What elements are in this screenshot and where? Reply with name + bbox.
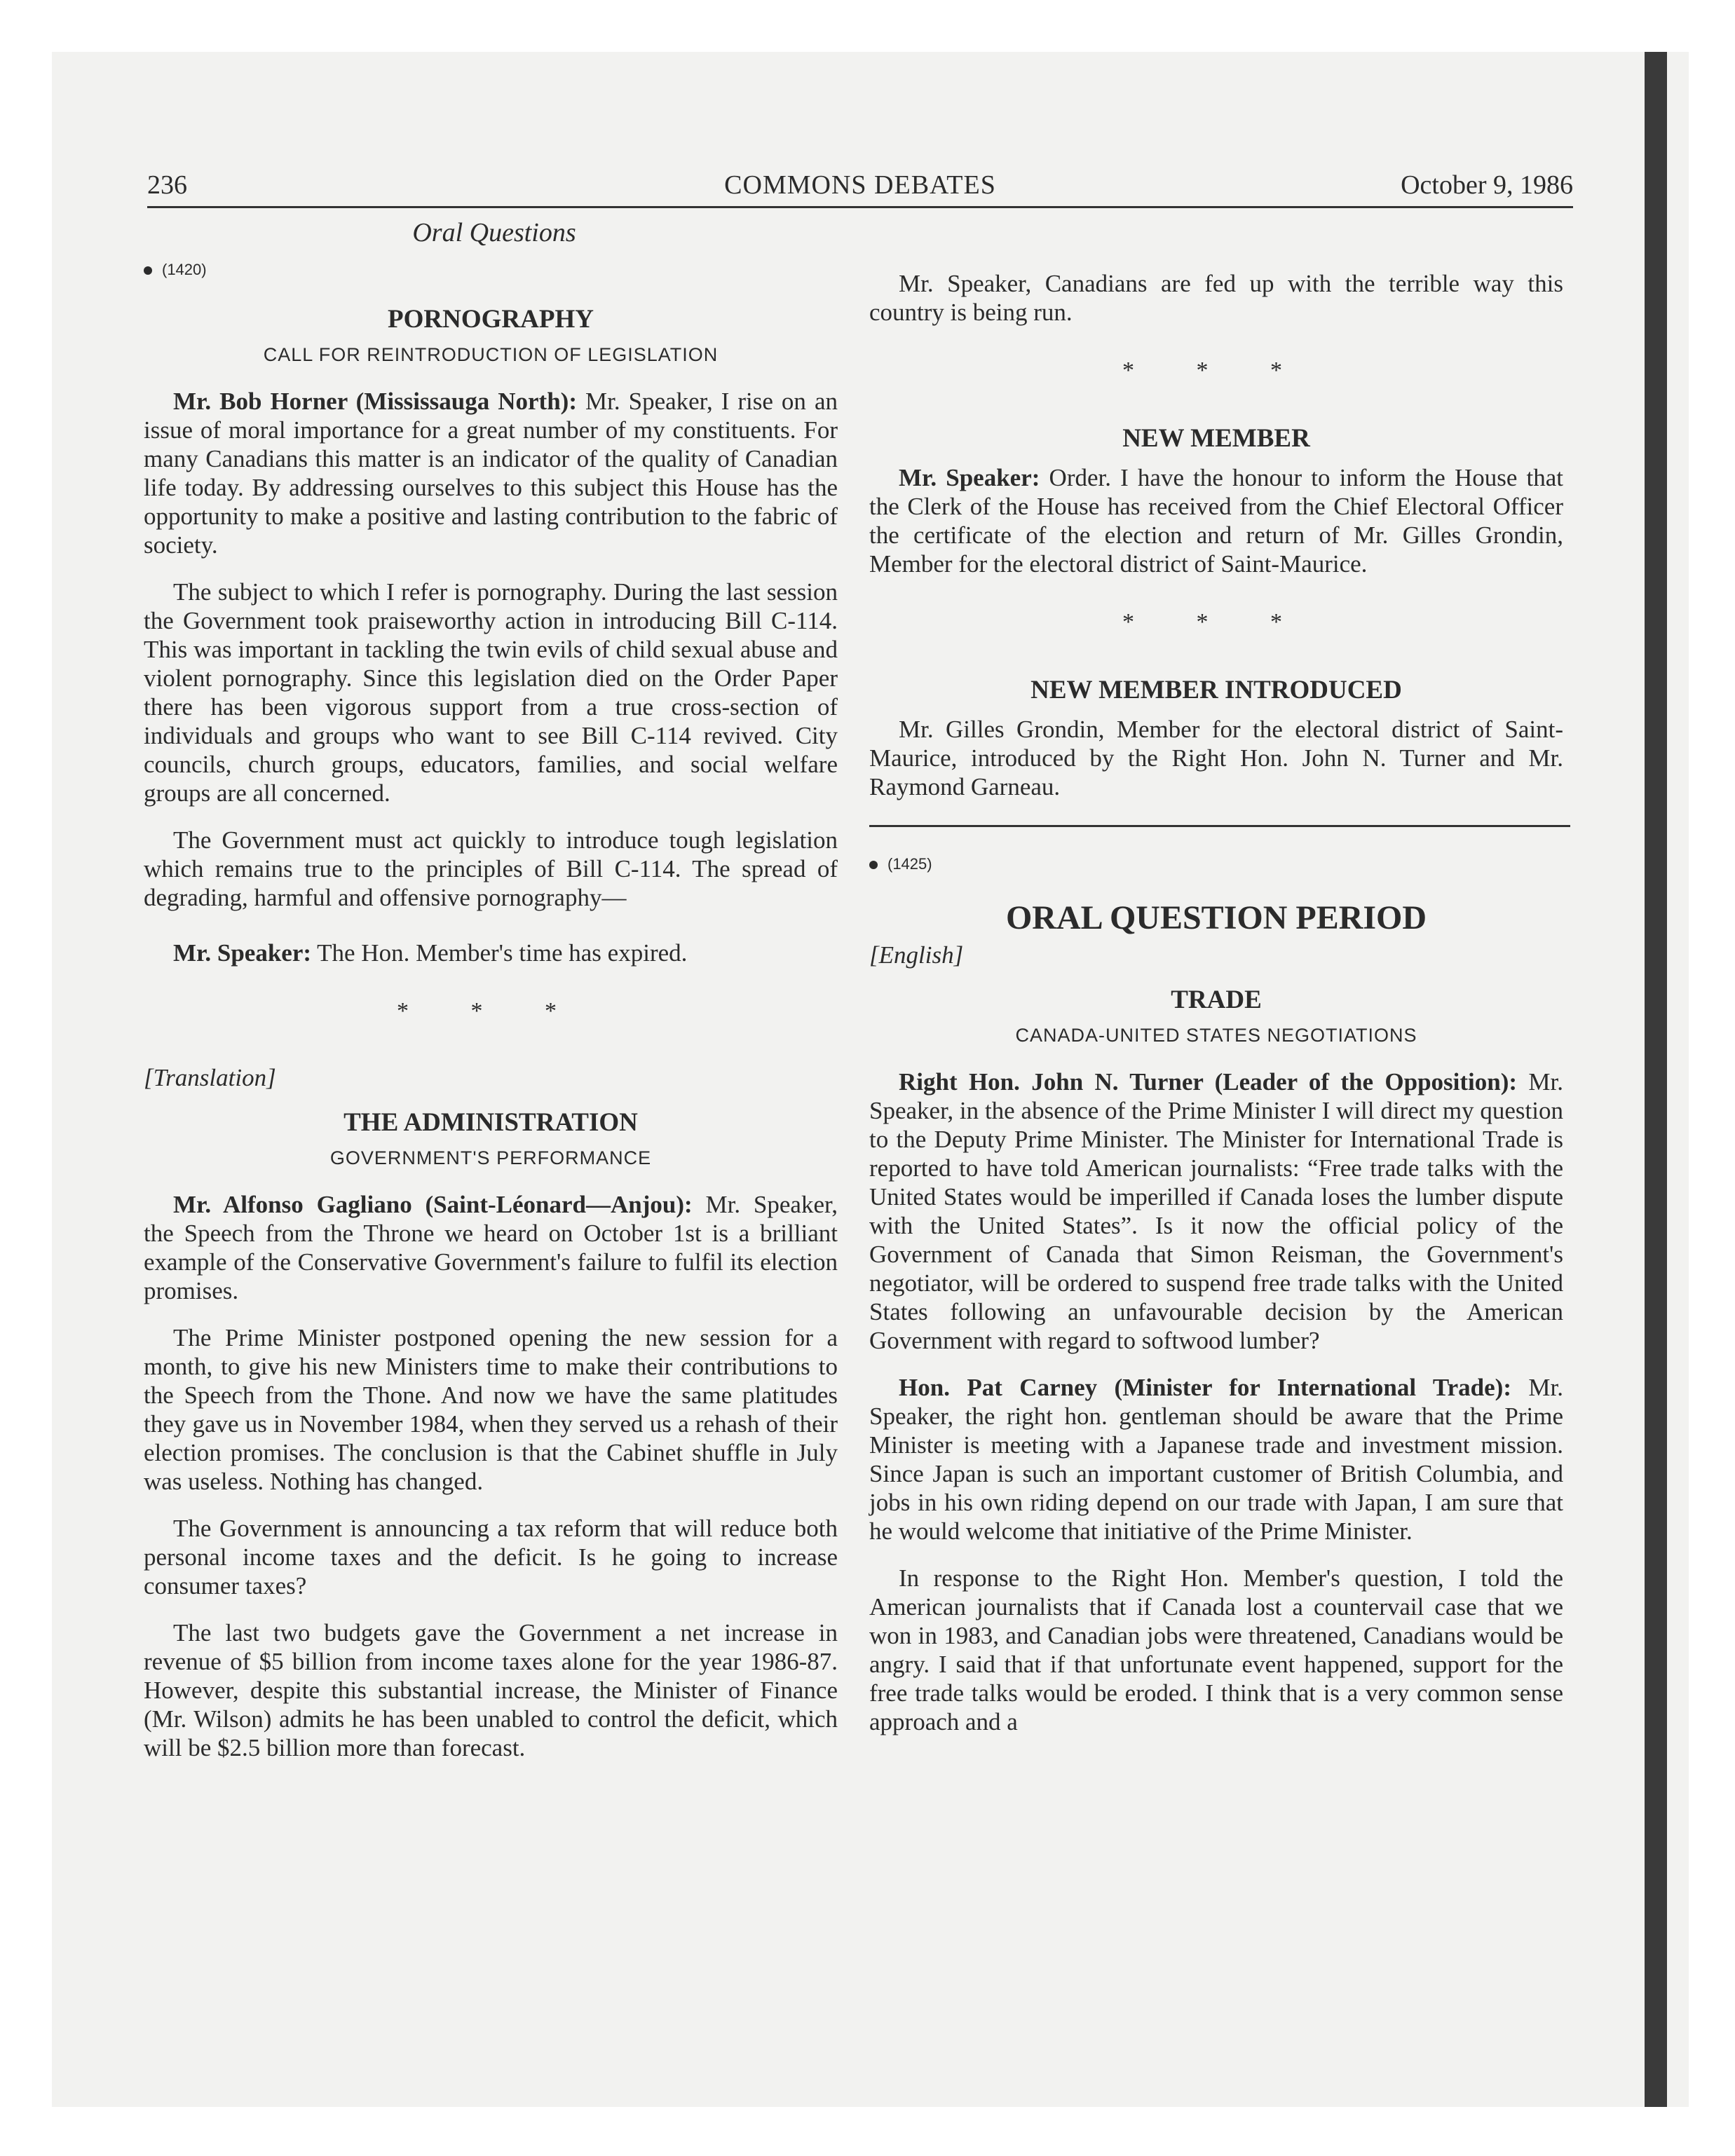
left-column [144, 252, 838, 1780]
time-stamp: (1425) [887, 855, 932, 873]
speaker-name: Mr. Speaker: [173, 939, 312, 967]
publication-title: COMMONS DEBATES [724, 170, 996, 200]
heading-trade: TRADE [1171, 985, 1262, 1014]
speaker-name: Hon. Pat Carney (Minister for International Trade): [899, 1374, 1511, 1401]
paragraph: The Government must act quickly to introduce tough legislation which remains true to the principles of Bill C-114. The spread of degrading, harmful and offensive pornography— [144, 826, 838, 911]
speaker-name: Mr. Alfonso Gagliano (Saint-Léonard—Anjou): [173, 1191, 693, 1218]
subheading-reintroduction: CALL FOR REINTRODUCTION OF LEGISLATION [263, 344, 719, 365]
section-separator: * * * [397, 998, 585, 1024]
paragraph: Hon. Pat Carney (Minister for International Trade): Mr. Speaker, the right hon. gentleman should be aware that the Prime Minister is meeting with a Japanese trade and investment mission. Since Japan is such an important customer of British Columbia, and jobs in his own riding depend on our trade with Japan, I am sure that he would welcome that initiative of the Prime Minister. [869, 1374, 1563, 1545]
paragraph: Mr. Bob Horner (Mississauga North): Mr. Speaker, I rise on an issue of moral importance for a great number of my constituents. For many Canadians this matter is an indicator of the quality of Canadian life today. By addressing ourselves to this subject this House has the opportunity to make a positive and lasting contribution to the fabric of society. [144, 388, 838, 559]
bullet-icon [869, 861, 878, 869]
paragraph: Right Hon. John N. Turner (Leader of the Opposition): Mr. Speaker, in the absence of the Prime Minister I will direct my question to the Deputy Prime Minister. The Minister for International Trade is reported to have told American journalists: “Free trade talks with the United States would be imperilled if Canada loses the lumber dispute with the United States”. Is it now the official policy of the Government of Canada that Simon Reisman, the Government's negotiator, will be ordered to suspend free trade talks with the United States following an unfavourable decision by the American Government with regard to softwood lumber? [869, 1068, 1563, 1354]
page-binding-edge [1645, 52, 1667, 2107]
paragraph: The Government is announcing a tax reform that will reduce both personal income taxes and the deficit. Is he going to increase consumer taxes? [144, 1515, 838, 1599]
section-separator: * * * [1122, 609, 1310, 635]
paragraph: Mr. Speaker: The Hon. Member's time has expired. [173, 939, 688, 967]
speaker-name: Right Hon. John N. Turner (Leader of the Opposition): [899, 1068, 1518, 1096]
section-separator: * * * [1122, 357, 1310, 383]
heading-new-member: NEW MEMBER [1122, 424, 1310, 453]
paragraph: Mr. Alfonso Gagliano (Saint-Léonard—Anjou): Mr. Speaker, the Speech from the Throne we heard on October 1st is a brilliant example of the Conservative Government's failure to fulfil its election promises. [144, 1191, 838, 1304]
time-marker [144, 261, 838, 289]
page-number: 236 [147, 170, 187, 200]
heading-pornography: PORNOGRAPHY [388, 305, 594, 334]
language-tag: [Translation] [144, 1064, 276, 1091]
speaker-name: Mr. Speaker: [899, 464, 1040, 491]
time-stamp: (1420) [162, 261, 207, 278]
heading-oral-question-period: ORAL QUESTION PERIOD [1005, 899, 1427, 936]
section-divider [869, 825, 1570, 827]
speaker-name: Mr. Bob Horner (Mississauga North): [173, 388, 577, 415]
heading-new-member-introduced: NEW MEMBER INTRODUCED [1030, 676, 1402, 704]
paragraph: Mr. Speaker, Canadians are fed up with the terrible way this country is being run. [869, 270, 1563, 326]
paragraph: Mr. Gilles Grondin, Member for the electoral district of Saint-Maurice, introduced by the Right Hon. John N. Turner and Mr. Raymond Garneau. [869, 716, 1563, 800]
paragraph: The last two budgets gave the Government a net increase in revenue of $5 billion from income taxes alone for the year 1986-87. However, despite this substantial increase, the Minister of Finance (Mr. Wilson) admits he has been unabled to control the deficit, which will be $2.5 billion more than forecast. [144, 1619, 838, 1761]
subheading-performance: GOVERNMENT'S PERFORMANCE [329, 1147, 652, 1168]
publication-date: October 9, 1986 [1401, 170, 1573, 200]
paragraph: The subject to which I refer is pornography. During the last session the Government took praiseworthy action in introducing Bill C-114. This was important in tackling the twin evils of child sexual abuse and violent pornography. Since this legislation died on the Order Paper there has been vigorous support from a true cross-section of individuals and groups who want to see Bill C-114 revived. City councils, church groups, educators, families, and social welfare groups are all concerned. [144, 578, 838, 807]
right-column [869, 252, 1563, 1754]
language-tag: [English] [869, 941, 964, 969]
section-subhead: Oral Questions [412, 218, 576, 247]
page-header [147, 167, 1573, 208]
heading-administration: THE ADMINISTRATION [343, 1108, 638, 1137]
time-marker [869, 855, 1563, 883]
paragraph: The Prime Minister postponed opening the new session for a month, to give his new Ministers time to make their contributions to the Speech from the Thone. And now we have the same platitudes they gave us in November 1984, when they served us a rehash of their election promises. The conclusion is that the Cabinet shuffle in July was useless. Nothing has changed. [144, 1324, 838, 1495]
paragraph: In response to the Right Hon. Member's question, I told the American journalists that if Canada lost a countervail case that we won in 1983, and Canadian jobs were threatened, Canadians would be angry. I said that if that unfortunate event happened, support for the free trade talks would be eroded. I think that is a very common sense approach and a [869, 1564, 1563, 1735]
bullet-icon [144, 266, 152, 275]
paragraph: Mr. Speaker: Order. I have the honour to inform the House that the Clerk of the House has received from the Chief Electoral Officer the certificate of the election and return of Mr. Gilles Grondin, Member for the electoral district of Saint-Maurice. [869, 464, 1564, 578]
subheading-negotiations: CANADA-UNITED STATES NEGOTIATIONS [1015, 1025, 1417, 1046]
